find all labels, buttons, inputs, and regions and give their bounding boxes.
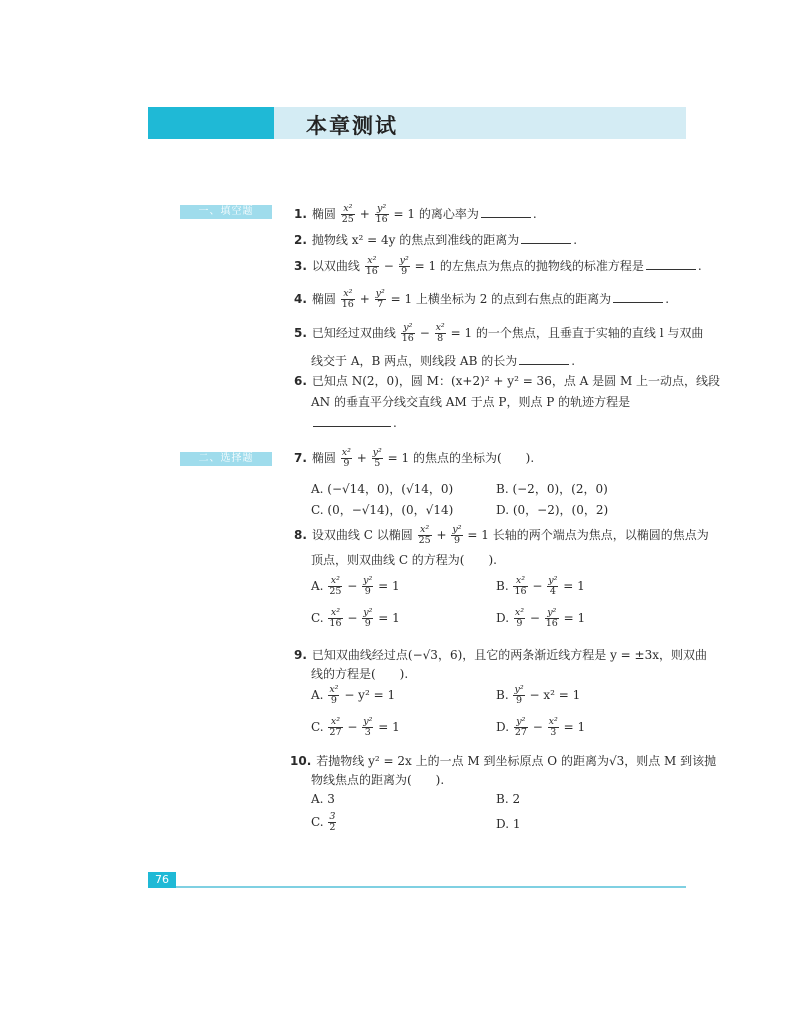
question-10-line-2: 物线焦点的距离为( ). (311, 773, 445, 787)
question-5: 5. 已知经过双曲线 $\frac{\text{y²}}{16}$ − $\frac{\text{x²}}{8}$ = 1 的一个焦点，且垂直于实轴的直线 l 与双曲 (294, 322, 704, 344)
answer-blank (521, 231, 571, 244)
question-6-line-3: . (311, 414, 711, 432)
answer-blank (519, 352, 569, 365)
question-10: 10. 若抛物线 y² = 2x 上的一点 M 到坐标原点 O 的距离为√3，则点 M 到该抛 (290, 754, 717, 768)
question-9-line-2: 线的方程是( ). (311, 667, 409, 681)
answer-blank (613, 290, 663, 303)
q7-option-b: B. (−2，0)，(2，0) (496, 482, 608, 496)
footer-rule (176, 886, 686, 888)
q9-option-b: B. $\frac{\text{y²}}{9}$ − x² = 1 (496, 684, 581, 706)
question-6: 6. 已知点 N(2，0)，圆 M：(x+2)² + y² = 36，点 A 是圆 M 上一动点，线段 (294, 374, 721, 388)
q10-option-d: D. 1 (496, 817, 521, 831)
q9-option-d: D. $\frac{\text{y²}}{27}$ − $\frac{\text{x²}}{3}$ = 1 (496, 716, 586, 738)
q10-option-a: A. 3 (311, 792, 335, 806)
question-3: 3. 以双曲线 $\frac{\text{x²}}{16}$ − $\frac{\text{y²}}{9}$ = 1 的左焦点为焦点的抛物线的标准方程是 . (294, 255, 702, 277)
q8-option-c: C. $\frac{\text{x²}}{16}$ − $\frac{\text{y²}}{9}$ = 1 (311, 607, 400, 629)
q9-option-c: C. $\frac{\text{x²}}{27}$ − $\frac{\text{y²}}{3}$ = 1 (311, 716, 400, 738)
chapter-test-title: 本章测试 (306, 114, 398, 138)
question-1: 1. 椭圆 $\frac{\text{x²}}{25}$ + $\frac{\text{y²}}{16}$ = 1 的离心率为 . (294, 203, 537, 225)
q7-option-d: D. (0，−2)，(0，2) (496, 503, 609, 517)
question-2: 2. 抛物线 x² = 4y 的焦点到准线的距离为 . (294, 233, 578, 247)
q8-option-d: D. $\frac{\text{x²}}{9}$ − $\frac{\text{y²}}{16}$ = 1 (496, 607, 586, 629)
question-6-line-2: AN 的垂直平分线交直线 AM 于点 P，则点 P 的轨迹方程是 (311, 395, 631, 409)
q8-option-a: A. $\frac{\text{x²}}{25}$ − $\frac{\text{y²}}{9}$ = 1 (311, 575, 400, 597)
header-accent-block (148, 107, 274, 139)
q10-option-b: B. 2 (496, 792, 521, 806)
answer-blank (646, 257, 696, 270)
q9-option-a: A. $\frac{\text{x²}}{9}$ − y² = 1 (311, 684, 396, 706)
question-7: 7. 椭圆 $\frac{\text{x²}}{9}$ + $\frac{\text{y²}}{5}$ = 1 的焦点的坐标为( ). (294, 447, 535, 469)
question-8: 8. 设双曲线 C 以椭圆 $\frac{\text{x²}}{25}$ + $\frac{\text{y²}}{9}$ = 1 长轴的两个端点为焦点，以椭圆的焦点为 (294, 524, 709, 546)
question-9: 9. 已知双曲线经过点(−√3，6)，且它的两条渐近线方程是 y = ±3x，则双曲 (294, 648, 707, 662)
question-4: 4. 椭圆 $\frac{\text{x²}}{16}$ + $\frac{\text{y²}}{7}$ = 1 上横坐标为 2 的点到右焦点的距离为 . (294, 288, 670, 310)
question-5-line-2: 线交于 A，B 两点，则线段 AB 的长为 . (311, 354, 576, 368)
section-tag-choice: 二、选择题 (180, 452, 272, 466)
answer-blank (313, 414, 391, 427)
question-8-line-2: 顶点，则双曲线 C 的方程为( ). (311, 553, 497, 567)
q8-option-b: B. $\frac{\text{x²}}{16}$ − $\frac{\text{y²}}{4}$ = 1 (496, 575, 585, 597)
q7-option-c: C. (0，−√14)，(0，√14) (311, 503, 454, 517)
answer-blank (481, 205, 531, 218)
page-number: 76 (148, 872, 176, 888)
q10-option-c: C. $\frac{3}{2}$ (311, 811, 336, 833)
q7-option-a: A. (−√14，0)，(√14，0) (311, 482, 454, 496)
section-tag-fill-in: 一、填空题 (180, 205, 272, 219)
